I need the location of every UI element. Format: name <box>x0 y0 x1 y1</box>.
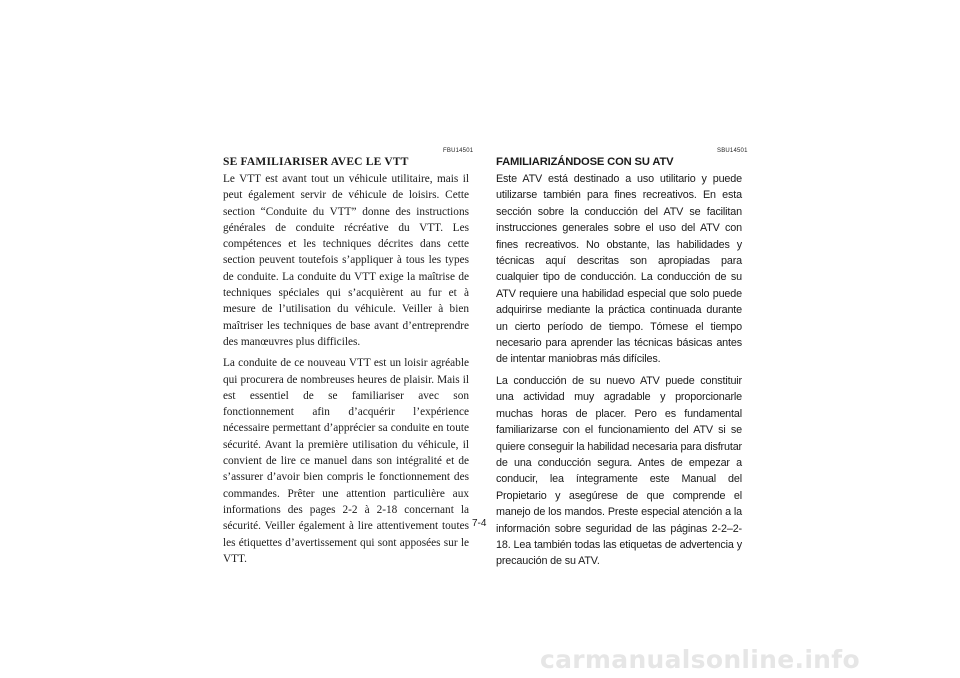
spanish-column <box>496 154 742 575</box>
section-code-fr: FBU14501 <box>443 148 474 154</box>
section-title-es: FAMILIARIZÁNDOSE CON SU ATV <box>496 156 674 168</box>
paragraph-es-1: Este ATV está destinado a uso utilitario y puede utilizarse también para fines recreativos. En esta sección sobre la conducción del ATV se facilitan instrucciones generales sobre el uso del ATV con fines recreativos. No obstante, las habilidades y técnicas aquí descritas son apropiadas para cualquier tipo de conducción. La conducción de su ATV requiere una habilidad especial que solo puede adquirirse mediante la práctica continuada durante un cierto período de tiempo. Tómese el tiempo necesario para aprender las técnicas básicas antes de intentar maniobras más difíciles. <box>496 173 742 366</box>
paragraph-fr-2: La conduite de ce nouveau VTT est un loisir agréable qui procurera de nombreuses heures de plaisir. Mais il est essentiel de se familiariser avec son fonctionnement afin d’acquérir l’expérience nécessaire permettant d’apprécier sa conduite en toute sécurité. Avant la première utilisation du véhicule, il convient de lire ce manuel dans son intégralité et de s’assurer d’avoir bien compris le fonctionnement des commandes. Prêter une attention particulière aux informations des pages 2-2 à 2-18 concernant la sécurité. Veiller également à lire attentivement toutes les étiquettes d’avertissement qui sont apposées sur le VTT. <box>223 357 469 565</box>
page-number: 7-4 <box>472 518 487 529</box>
french-column <box>223 154 469 572</box>
watermark: carmanualsonline.info <box>540 645 860 674</box>
paragraph-es-2: La conducción de su nuevo ATV puede constituir una actividad muy agradable y proporcionarle muchas horas de placer. Pero es fundamental familiarizarse con el funcionamiento del ATV si se quiere conseguir la habilidad necesaria para disfrutar de una conducción segura. Antes de empezar a conducir, lea íntegramente este Manual del Propietario y asegúrese de que comprende el manejo de los mandos. Preste especial atención a la información sobre seguridad de las páginas 2-2–2-18. Lea también todas las etiquetas de advertencia y precaución de su ATV. <box>496 374 742 568</box>
paragraph-fr-1: Le VTT est avant tout un véhicule utilitaire, mais il peut également servir de véhicule de loisirs. Cette section “Conduite du VTT” donne des instructions générales de conduite récréative du VTT. Les compétences et les techniques décrites dans cette section peuvent toutefois s’appliquer à tous les types de conduite. La conduite du VTT exige la maîtrise de techniques spéciales qui s’acquièrent au fur et à mesure de l’utilisation du véhicule. Veiller à bien maîtriser les techniques de base avant d’entreprendre des manœuvres plus difficiles. <box>223 173 469 348</box>
section-code-es: SBU14501 <box>717 148 748 154</box>
section-title-fr: SE FAMILIARISER AVEC LE VTT <box>223 156 409 168</box>
